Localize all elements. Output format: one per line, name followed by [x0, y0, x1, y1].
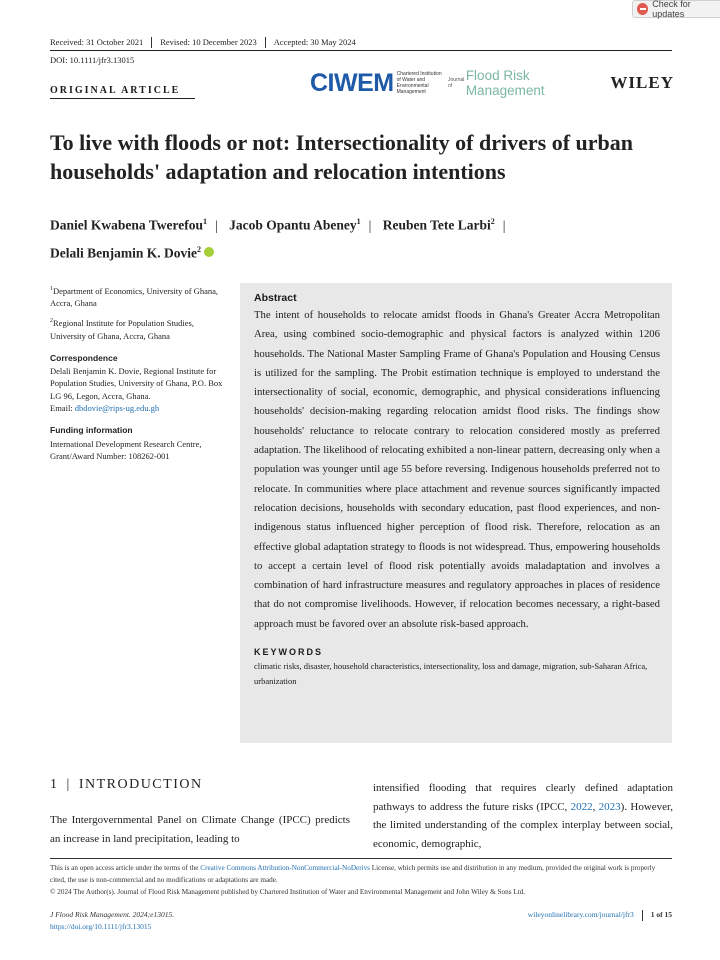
check-for-updates-label: Check for updates — [652, 0, 691, 19]
author-affiliation-mark: 2 — [490, 217, 495, 226]
introduction-heading: 1 | INTRODUCTION — [50, 777, 203, 792]
orcid-icon[interactable] — [204, 247, 214, 257]
wiley-logo: WILEY — [610, 73, 674, 92]
correspondence-heading: Correspondence — [50, 352, 118, 363]
doi-link[interactable]: https://doi.org/10.1111/jfr3.13015 — [50, 922, 152, 931]
journal-logo-prefix: Journal of — [448, 77, 465, 89]
license-link[interactable]: Creative Commons Attribution-NonCommercial-NoDerivs — [200, 864, 370, 872]
abstract-panel — [240, 283, 672, 743]
check-for-updates-button[interactable] — [632, 0, 720, 18]
doi-header: DOI: 10.1111/jfr3.13015 — [50, 55, 135, 65]
introduction-column-right: intensified flooding that requires clearly defined adaptation pathways to address the future risks (IPCC, 2022, 2023). However, the limited understanding of the complex interplay between social, economic, demographic, — [373, 782, 673, 850]
received-date: Received: 31 October 2021 — [50, 37, 144, 47]
affiliation: $^1$Department of Economics, University of Ghana, Accra, Ghana — [50, 285, 218, 309]
abstract-heading: Abstract — [254, 292, 297, 304]
introduction-column-left — [50, 777, 350, 848]
article-type: ORIGINAL ARTICLE — [50, 85, 181, 96]
introduction-text: The Intergovernmental Panel on Climate Change (IPCC) predicts an increase in land precipitation, leading to — [50, 814, 350, 845]
copyright-line: © 2024 The Author(s). Journal of Flood Risk Management published by Chartered Institution of Water and Environmental Management and John Wiley & Sons Ltd. — [50, 888, 526, 896]
author-name[interactable]: Jacob Opantu Abeney — [229, 217, 357, 233]
affiliation: $^2$Regional Institute for Population Studies, University of Ghana, Accra, Ghana — [50, 318, 194, 341]
journal-logo — [448, 68, 610, 98]
author-name[interactable]: Daniel Kwabena Twerefou — [50, 217, 204, 233]
author-list: Daniel Kwabena Twerefou$^1$ | Jacob Opantu Abeney$^1$ | Reuben Tete Larbi$^2$ | Delali Benjamin K. Dovie$^2$ — [50, 217, 506, 260]
citation-link[interactable]: 2023 — [598, 800, 621, 813]
keywords-text: climatic risks, disaster, household characteristics, intersectionality, loss and damage, migration, sub-Saharan Africa, urbanization — [254, 661, 648, 687]
crossmark-icon — [637, 3, 648, 15]
author-affiliation-mark: 1 — [203, 217, 208, 226]
journal-logo-name: Flood Risk Management — [465, 68, 545, 98]
divider — [50, 858, 672, 859]
author-name[interactable]: Reuben Tete Larbi — [382, 217, 491, 233]
revised-date: Revised: 10 December 2023 — [160, 37, 257, 47]
journal-site-link[interactable]: wileyonlinelibrary.com/journal/jfr3 — [527, 910, 634, 919]
abstract-text: The intent of households to relocate amidst floods in Ghana's Greater Accra Metropolitan Area, using combined socio-demographic and physical factors is analyzed within 1206 households. The National Master Sampling Frame of Ghana's Population and Housing Census is utilized for the sampling. The Probit estimation technique is employed to understand the intersectionality of social, economic, demographic, and physical considerations influencing households' decision-making regarding relocation amidst flood risks. The findings show households' reluctance to relocate contrary to relocation considered mostly as preferred adaptation. The likelihood of relocating exhibited a non-linear pattern, decreasing only when a population was younger until age 55 before reversing. Indigenous households preferred not to relocate. In communities where place attachment and revenue sources significantly impacted relocation decisions, households with secondary education, past flood experiences, and non-indigenous status influenced higher perception of flood risk. Therefore, relocation as an effective global adaptation strategy to floods is not widespread. Thus, empowering households to accept a certain level of flood risk potentially avoids maladaptation and involves a combination of hard infrastructure measures and regulatory approaches in places of residence that do not compromise livelihoods. However, if relocation becomes necessary, a right-based approach must be favored over an absolute risk-based approach. — [254, 309, 660, 630]
paper-title: To live with floods or not: Intersectionality of drivers of urban households' adaptation and relocation intentions — [50, 130, 633, 184]
correspondence-text: Delali Benjamin K. Dovie, Regional Institute for Population Studies, University of Ghana, P.O. Box LG 96, Legon, Accra, Ghana. Email: dbdovie@rips-ug.edu.gh — [50, 366, 223, 414]
divider — [265, 37, 266, 48]
publisher-logos — [310, 68, 674, 98]
license-notice: This is an open access article under the terms of the Creative Commons Attribution-NonCommercial-NoDerivs License, which permits use and distribution in any medium, provided the original work is properly cited, the use is non-commercial and no modifications or adaptations are made. © 2024 The Author(s). Journal of Flood Risk Management published by Chartered Institution of Water and Environmental Management and John Wiley & Sons Ltd. — [50, 862, 672, 898]
correspondence-email-link[interactable]: dbdovie@rips-ug.edu.gh — [74, 403, 160, 414]
page-number: 1 of 15 — [650, 910, 672, 919]
funding-heading: Funding information — [50, 425, 133, 436]
ciwem-logo-subtitle: Chartered Institution of Water and Environmental Management — [396, 71, 442, 95]
citation-link[interactable]: 2022 — [570, 800, 593, 813]
divider — [642, 910, 643, 921]
journal-citation: J Flood Risk Management. 2024;e13015. — [50, 910, 175, 919]
funding-text: International Development Research Centre, Grant/Award Number: 108262-001 — [50, 438, 202, 461]
divider — [50, 98, 195, 99]
author-affiliation-mark: 1 — [356, 217, 361, 226]
keywords-heading: KEYWORDS — [254, 647, 324, 658]
ciwem-logo: CIWEM — [310, 68, 394, 97]
author-name[interactable]: Delali Benjamin K. Dovie — [50, 245, 197, 260]
author-affiliation-mark: 2 — [197, 244, 201, 254]
article-dates — [50, 37, 672, 51]
accepted-date: Accepted: 30 May 2024 — [273, 37, 356, 47]
article-info-sidebar — [50, 283, 230, 468]
divider — [151, 37, 152, 48]
